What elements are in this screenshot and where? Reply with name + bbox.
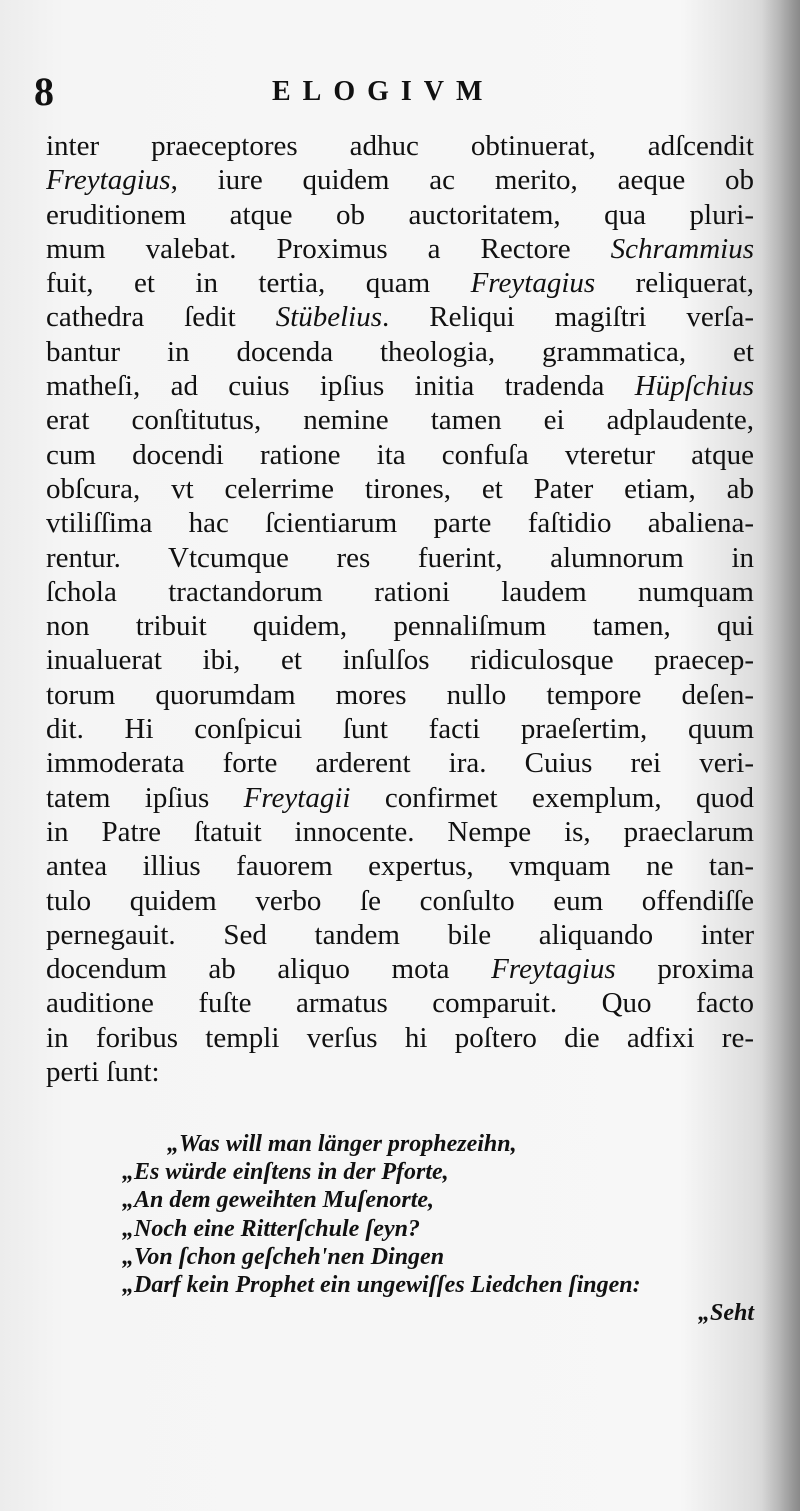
text-segment: confirmet exemplum, quod [350, 781, 754, 814]
poem-line: „Darf kein Prophet ein ungewiſſes Liedchen ſingen: [122, 1271, 641, 1298]
text-segment: in foribus templi verſus hi poſtero die adfixi re- [46, 1021, 754, 1054]
text-line [46, 815, 754, 849]
text-segment: tulo quidem verbo ſe conſulto eum offendiſſe [46, 884, 754, 917]
italic-name: Schrammius [610, 232, 754, 265]
text-line [46, 918, 754, 952]
text-segment: erat conſtitutus, nemine tamen ei adplaudente, [46, 404, 754, 437]
poem-line: „Noch eine Ritterſchule ſeyn? [122, 1215, 420, 1242]
text-segment: auditione fuſte armatus comparuit. Quo facto [46, 987, 754, 1020]
text-segment: torum quorumdam mores nullo tempore deſen- [46, 678, 754, 711]
text-segment: inter praeceptores adhuc obtinuerat, adſcendit [46, 130, 754, 162]
text-line [46, 472, 754, 506]
page-number: 8 [34, 69, 54, 114]
text-segment: , iure quidem ac merito, aeque ob [170, 164, 754, 197]
text-segment: in Patre ſtatuit innocente. Nempe is, praeclarum [46, 815, 754, 848]
text-line [46, 986, 754, 1020]
text-segment: cum docendi ratione ita confuſa vteretur atque [46, 438, 754, 471]
text-line [46, 403, 754, 437]
text-segment: bantur in docenda theologia, grammatica, et [46, 335, 754, 368]
text-line [46, 1055, 754, 1089]
text-segment: tatem ipſius [46, 781, 244, 814]
text-line [46, 506, 754, 540]
text-line [46, 952, 754, 986]
text-line [46, 781, 754, 815]
text-segment: reliquerat, [595, 267, 754, 300]
text-line [46, 1021, 754, 1055]
text-line [46, 369, 754, 403]
running-title: ELOGIVM [272, 76, 495, 107]
text-segment: obſcura, vt celerrime tirones, et Pater etiam, ab [46, 472, 754, 505]
text-segment: fuit, et in tertia, quam [46, 267, 471, 300]
text-line [46, 163, 754, 197]
text-segment: perti ſunt: [46, 1056, 160, 1089]
italic-name: Freytagius [46, 164, 171, 197]
italic-name: Stübelius [275, 301, 383, 334]
body-paragraph [46, 129, 754, 1089]
text-segment: non tribuit quidem, pennaliſmum tamen, qui [46, 610, 754, 643]
catchword: „Seht [697, 1300, 754, 1327]
poem-line: „Was will man länger prophezeihn, [167, 1131, 517, 1157]
text-segment: eruditionem atque ob auctoritatem, qua pluri- [46, 198, 754, 231]
text-line [46, 266, 754, 300]
text-line [46, 884, 754, 918]
text-segment: pernegauit. Sed tandem bile aliquando inter [46, 918, 754, 951]
poem-line: „An dem geweihten Muſenorte, [122, 1187, 435, 1214]
text-segment: . Reliqui magiſtri verſa- [382, 301, 754, 334]
text-line [46, 575, 754, 609]
text-line [46, 300, 754, 334]
text-segment: mum valebat. Proximus a Rectore [46, 232, 611, 265]
text-line [46, 849, 754, 883]
text-line [46, 609, 754, 643]
text-line [46, 541, 754, 575]
text-segment: ſchola tractandorum rationi laudem numquam [46, 575, 754, 608]
text-segment: rentur. Vtcumque res fuerint, alumnorum in [46, 541, 754, 574]
text-segment: dit. Hi conſpicui ſunt facti praeſertim, quum [46, 713, 754, 746]
text-segment: proxima [615, 953, 754, 986]
poem-line: „Es würde einſtens in der Pforte, [122, 1159, 449, 1186]
text-segment: vtiliſſima hac ſcientiarum parte faſtidio abaliena- [46, 507, 754, 540]
italic-name: Freytagius [470, 267, 596, 300]
italic-name: Freytagius [491, 953, 616, 986]
text-line [46, 335, 754, 369]
text-segment: matheſi, ad cuius ipſius initia tradenda [46, 370, 635, 403]
text-segment: docendum ab aliquo mota [46, 953, 492, 986]
text-segment: immoderata forte arderent ira. Cuius rei veri- [46, 747, 754, 780]
text-line [46, 712, 754, 746]
page-gutter-shadow [762, 0, 800, 1511]
text-line [46, 746, 754, 780]
text-line [46, 129, 754, 163]
italic-name: Freytagii [243, 781, 351, 814]
text-line [46, 643, 754, 677]
text-line [46, 198, 754, 232]
text-segment: cathedra ſedit [46, 301, 276, 334]
text-line [46, 232, 754, 266]
text-segment: antea illius fauorem expertus, vmquam ne tan- [46, 850, 754, 883]
text-line [46, 438, 754, 472]
poem-block [122, 1130, 758, 1327]
italic-name: Hüpſchius [634, 370, 754, 403]
text-line [46, 678, 754, 712]
text-segment: inualuerat ibi, et inſulſos ridiculosque praecep- [46, 644, 754, 677]
poem-line: „Von ſchon geſcheh'nen Dingen [122, 1243, 445, 1270]
